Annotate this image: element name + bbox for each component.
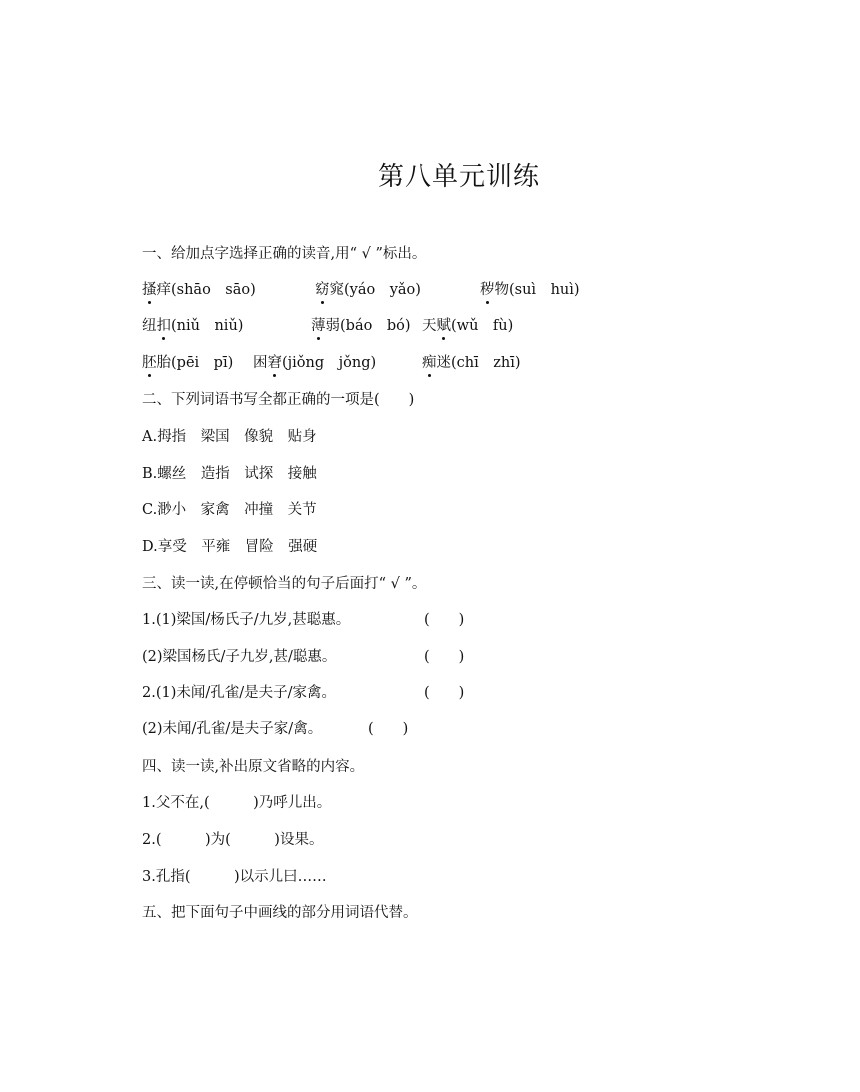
pinyin-options: 痒(shāo sāo): [156, 282, 256, 298]
pinyin-row-2: [142, 316, 742, 338]
pinyin-item: [142, 316, 243, 336]
pinyin-item: [311, 316, 410, 336]
plain-char: 天: [422, 318, 437, 334]
answer-blank: ( ): [424, 649, 465, 665]
dotted-char: 扣: [156, 318, 171, 334]
plain-char: 纽: [142, 318, 157, 334]
pinyin-options: (niǔ niǔ): [171, 318, 244, 334]
dotted-char: 赋: [436, 318, 451, 334]
option-d: D.享受 平雍 冒险 强硬: [142, 539, 318, 555]
pinyin-item: [253, 353, 376, 373]
dotted-char: 搔: [142, 282, 157, 298]
answer-blank: ( ): [424, 612, 465, 628]
option-a: A.拇指 梁国 像貌 贴身: [142, 429, 317, 445]
fill-item-2: 2.( )为( )设果。: [142, 832, 324, 848]
section3-heading: 三、读一读,在停顿恰当的句子后面打“ √ ”。: [142, 576, 427, 592]
fill-item-3: 3.孔指( )以示儿曰……: [142, 869, 327, 885]
pinyin-options: 弱(báo bó): [325, 318, 411, 334]
section2-heading: 二、下列词语书写全都正确的一项是( ): [142, 392, 415, 408]
pause-item: [142, 719, 502, 741]
dotted-char: 窘: [267, 355, 282, 371]
pause-item: [142, 683, 502, 705]
pinyin-options: 迷(chī zhī): [436, 355, 521, 371]
dotted-char: 痴: [422, 355, 437, 371]
pause-sentence: 1.(1)梁国/杨氏子/九岁,甚聪惠。: [142, 612, 351, 628]
pinyin-options: 胎(pēi pī): [156, 355, 234, 371]
plain-char: 困: [253, 355, 268, 371]
pinyin-item: [142, 353, 233, 373]
pause-item: [142, 610, 502, 632]
page-title: 第八单元训练: [377, 162, 540, 192]
dotted-char: 秽: [480, 282, 495, 298]
pinyin-item: [422, 316, 513, 336]
option-b: B.螺丝 造指 试探 接触: [142, 466, 317, 482]
pinyin-row-3: [142, 353, 742, 375]
pinyin-options: (jiǒng jǒng): [282, 355, 377, 371]
option-c: C.渺小 家禽 冲撞 关节: [142, 502, 317, 518]
pinyin-options: 物(suì huì): [494, 282, 580, 298]
pinyin-row-1: [142, 280, 742, 302]
pause-sentence: (2)梁国杨氏/子九岁,甚/聪惠。: [142, 649, 337, 665]
section1-heading: 一、给加点字选择正确的读音,用“ √ ”标出。: [142, 246, 427, 262]
dotted-char: 薄: [311, 318, 326, 334]
section4-heading: 四、读一读,补出原文省略的内容。: [142, 759, 365, 775]
answer-blank: ( ): [424, 685, 465, 701]
pinyin-options: (wǔ fù): [451, 318, 514, 334]
pause-sentence: (2)未闻/孔雀/是夫子家/禽。: [142, 721, 323, 737]
pinyin-item: [422, 353, 521, 373]
pinyin-item: [142, 280, 256, 300]
pinyin-item: [315, 280, 421, 300]
section5-heading: 五、把下面句子中画线的部分用词语代替。: [142, 905, 418, 921]
pinyin-item: [480, 280, 580, 300]
dotted-char: 窈: [315, 282, 330, 298]
pause-sentence: 2.(1)未闻/孔雀/是夫子/家禽。: [142, 685, 337, 701]
pause-item: [142, 647, 502, 669]
fill-item-1: 1.父不在,( )乃呼儿出。: [142, 795, 332, 811]
dotted-char: 胚: [142, 355, 157, 371]
pinyin-options: 窕(yáo yǎo): [329, 282, 421, 298]
answer-blank: ( ): [368, 721, 409, 737]
